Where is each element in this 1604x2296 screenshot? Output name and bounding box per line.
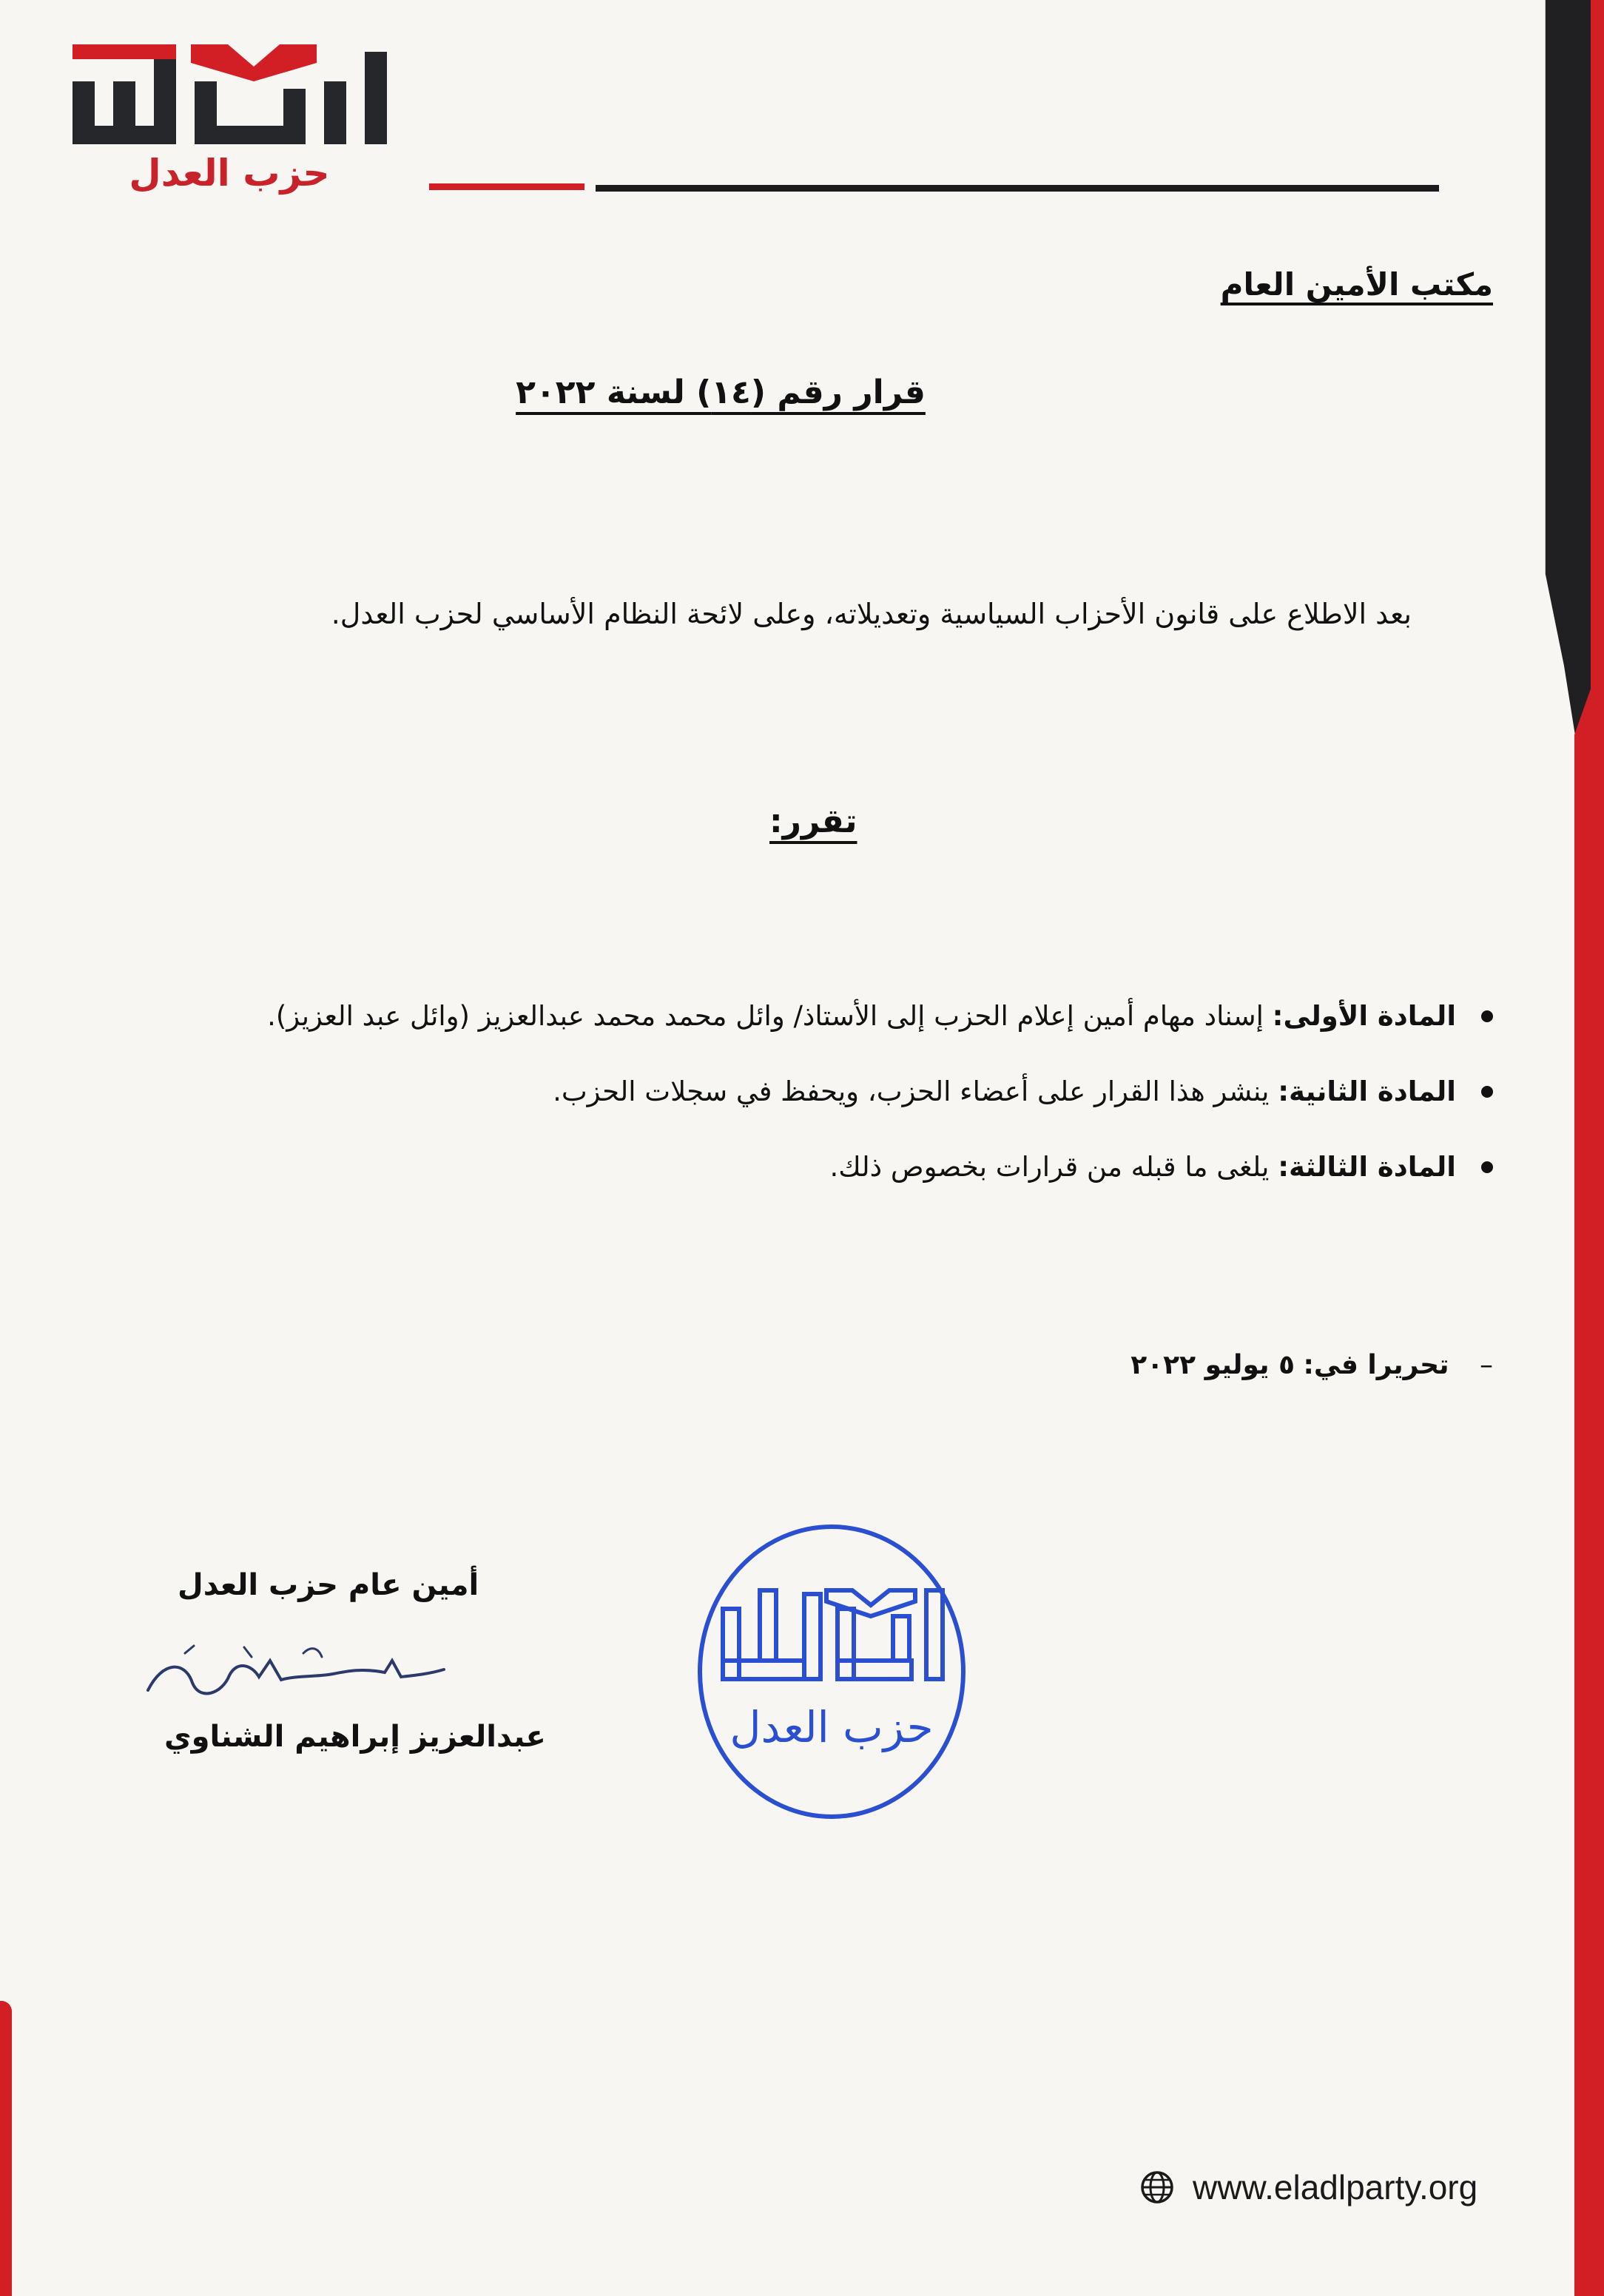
article-item [161,997,1493,1036]
globe-icon [1139,2170,1175,2205]
decides-heading: تقرر: [769,803,857,840]
signatory-name: عبدالعزيز إبراهيم الشناوي [164,1720,546,1754]
dash-icon: – [1480,1350,1493,1380]
seal-tagline: حزب العدل [729,1702,934,1752]
header-rule-red [429,183,584,190]
header-rule-dark [596,185,1439,192]
decision-title: قرار رقم (١٤) لسنة ٢٠٢٢ [516,374,926,411]
logo-tagline: حزب العدل [129,152,330,195]
date-label: تحريرا في: [1303,1350,1449,1380]
footer [1139,2167,1477,2207]
preamble: بعد الاطلاع على قانون الأحزاب السياسية وتعديلاته، وعلى لائحة النظام الأساسي لحزب العدل. [331,598,1412,630]
office-title: مكتب الأمين العام [1220,266,1493,303]
date-line [1130,1350,1493,1380]
article-label: المادة الثانية: [1278,1076,1456,1107]
bullet-icon [1481,1161,1493,1173]
articles-list [161,997,1493,1223]
bullet-icon [1481,1010,1493,1022]
handwritten-signature [141,1631,451,1720]
article-label: المادة الثالثة: [1278,1151,1456,1183]
article-item [161,1148,1493,1186]
article-label: المادة الأولى: [1272,1000,1456,1032]
website-url[interactable]: www.eladlparty.org [1193,2168,1478,2206]
article-item [161,1073,1493,1111]
party-seal [693,1520,971,1823]
bullet-icon [1481,1086,1493,1098]
article-text: إسناد مهام أمين إعلام الحزب إلى الأستاذ/ وائل محمد محمد عبدالعزيز (وائل عبد العزيز). [267,1000,1273,1032]
date-value: ٥ يوليو ٢٠٢٢ [1130,1350,1295,1380]
article-text: يلغى ما قبله من قرارات بخصوص ذلك. [829,1151,1278,1183]
decision-title-row [0,374,1604,411]
article-text: ينشر هذا القرار على أعضاء الحزب، ويحفظ في سجلات الحزب. [553,1076,1278,1107]
left-border-red-band [0,2001,12,2296]
signatory-title: أمين عام حزب العدل [178,1568,479,1602]
